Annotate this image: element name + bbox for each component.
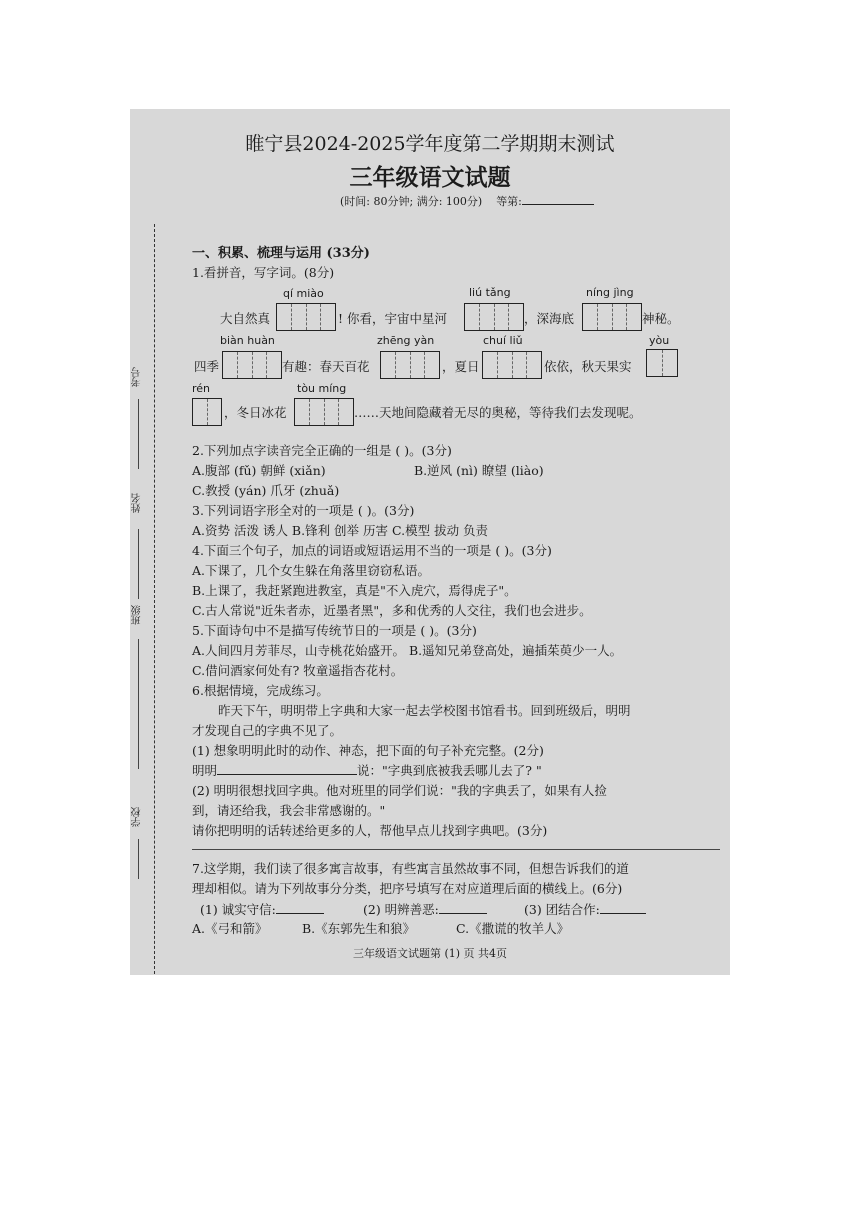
q1-line2-seg3: ，夏日 [442,359,480,374]
q5-option-c: C.借问酒家何处有? 牧童遥指杏花村。 [192,663,404,678]
q6-paragraph-line2: 才发现自己的字典不见了。 [192,723,343,738]
q7-category-2-label: (2) 明辨善恶: [363,902,439,917]
q6-sub1: (1) 想象明明此时的动作、神态，把下面的句子补充完整。(2分) [192,743,544,758]
q2-option-b: B.逆风 (nì) 瞭望 (liào) [414,463,544,478]
answer-box-ningjing[interactable] [582,303,642,331]
page-footer: 三年级语文试题第 (1) 页 共4页 [352,947,508,960]
q6-sub1-suffix: 说："字典到底被我丢哪儿去了? " [357,763,542,778]
grade-label: 等第: [496,195,522,208]
q2-stem: 2.下列加点字读音完全正确的一组是 ( )。(3分) [192,443,452,458]
q1-line2-seg2: 有趣：春天百花 [282,359,370,374]
answer-box-you[interactable] [646,349,678,377]
q2-option-a: A.腹部 (fǔ) 朝鲜 (xiǎn) [192,463,326,478]
q7-line1: 7.这学期，我们读了很多寓言故事，有些寓言虽然故事不同，但想告诉我们的道 [192,861,629,876]
q7-category-2 [363,900,487,918]
answer-box-chuiliu[interactable] [482,351,542,379]
q6-sub2-line1: (2) 明明很想找回字典。他对班里的同学们说："我的字典丢了，如果有人捡 [192,783,607,798]
q7-category-1-label: (1) 诚实守信: [200,902,276,917]
q3-options: A.资势 活泼 诱人 B.锋利 创举 历害 C.模型 拔动 负责 [192,523,489,538]
q7-category-3-label: (3) 团结合作: [524,902,600,917]
pinyin-zhengyan: zhēng yàn [377,334,435,347]
q7-line2: 理却相似。请为下列故事分分类，把序号填写在对应道理后面的横线上。(6分) [192,881,623,896]
pinyin-chuiliu: chuí liǔ [483,334,523,347]
q1-line1-seg3: ，深海底 [524,311,575,326]
q1-line2-seg4: 依依，秋天果实 [544,359,632,374]
q6-sub2-line2: 到，请还给我，我会非常感谢的。" [192,803,386,818]
q7-category-3-blank[interactable] [600,903,646,914]
q4-option-b: B.上课了，我赶紧跑进教室，真是"不入虎穴，焉得虎子"。 [192,583,517,598]
pinyin-ren: rén [192,382,211,395]
exam-paper [130,109,730,975]
binding-line [154,224,155,974]
q1-line2-seg1: 四季 [194,359,220,374]
q1-stem: 1.看拼音，写字词。(8分) [192,265,335,280]
class-blank[interactable] [138,639,139,769]
sidebar-name: 姓名 [132,493,143,513]
pinyin-you: yòu [649,334,670,347]
q6-sub1-prefix: 明明 [192,763,218,778]
q1-line3-seg2: ……天地间隐藏着无尽的奥秘，等待我们去发现呢。 [354,405,642,420]
q1-line1-seg4: 神秘。 [642,311,680,326]
q5-options-ab: A.人间四月芳菲尽，山寺桃花始盛开。 B.遥知兄弟登高处，遍插茱萸少一人。 [192,643,623,658]
q7-option-c: C.《撒谎的牧羊人》 [456,921,570,936]
pinyin-ningjing: níng jìng [586,286,634,299]
q4-stem: 4.下面三个句子，加点的词语或短语运用不当的一项是 ( )。(3分) [192,543,552,558]
q7-category-1 [200,900,324,918]
sidebar-class: 班级 [132,605,143,625]
q6-paragraph-line1: 昨天下午，明明带上字典和大家一起去学校图书馆看书。回到班级后，明明 [218,703,631,718]
time-score-text: (时间: 80分钟; 满分: 100分) [340,195,483,208]
q6-stem: 6.根据情境，完成练习。 [192,683,329,698]
exam-no-blank[interactable] [138,399,139,469]
sidebar-school: 学校 [132,807,143,827]
school-blank[interactable] [138,839,139,879]
pinyin-touming: tòu míng [297,382,347,395]
exam-title-line1: 睢宁县2024-2025学年度第二学期期末测试 [245,133,615,155]
q3-stem: 3.下列词语字形全对的一项是 ( )。(3分) [192,503,415,518]
answer-box-zhengyan[interactable] [380,351,440,379]
q6-sub2-line3: 请你把明明的话转述给更多的人，帮他早点儿找到字典吧。(3分) [192,823,548,838]
q6-answer-line[interactable] [192,849,720,850]
q6-sub1-answer-blank[interactable] [217,764,357,775]
q4-option-c: C.古人常说"近朱者赤，近墨者黑"，多和优秀的人交往，我们也会进步。 [192,603,592,618]
q7-category-2-blank[interactable] [439,903,487,914]
exam-title-line2: 三年级语文试题 [349,164,511,191]
answer-box-ren[interactable] [192,398,222,426]
q5-stem: 5.下面诗句中不是描写传统节日的一项是 ( )。(3分) [192,623,477,638]
section1-heading: 一、积累、梳理与运用 (33分) [192,246,370,261]
answer-box-bianhuan[interactable] [222,351,282,379]
answer-box-qimiao[interactable] [276,303,336,331]
q1-line3-seg1: ，冬日冰花 [224,405,287,420]
sidebar-exam-no: 考号 [132,367,143,387]
q2-option-c: C.教授 (yán) 爪牙 (zhuǎ) [192,483,340,498]
answer-box-touming[interactable] [294,398,354,426]
exam-time-score [340,193,594,209]
q7-category-3 [524,900,646,918]
q1-line1-seg1: 大自然真 [220,311,271,326]
q7-option-b: B.《东郭先生和狼》 [302,921,416,936]
pinyin-qimiao: qí miào [283,287,324,300]
q7-option-a: A.《弓和箭》 [192,921,268,936]
q6-sub1-sentence [192,761,542,779]
name-blank[interactable] [138,529,139,599]
pinyin-liutang: liú tǎng [469,286,511,299]
q7-category-1-blank[interactable] [276,903,324,914]
answer-box-liutang[interactable] [464,303,524,331]
q1-line1-seg2: ! 你看，宇宙中星河 [338,311,447,326]
q4-option-a: A.下课了，几个女生躲在角落里窃窃私语。 [192,563,431,578]
pinyin-bianhuan: biàn huàn [220,334,275,347]
grade-blank[interactable] [522,194,594,205]
